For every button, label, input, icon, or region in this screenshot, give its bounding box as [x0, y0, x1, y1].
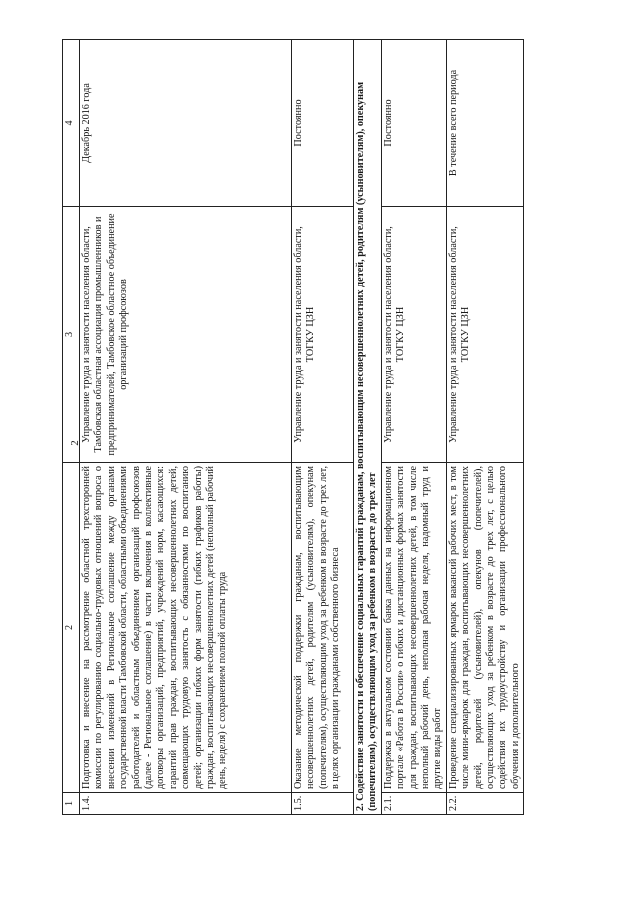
table-row [446, 40, 523, 815]
row-term: Постоянно [381, 40, 446, 207]
header-cell: 4 [63, 40, 80, 207]
row-number: 2.2. [446, 793, 523, 815]
page-number: 2 [69, 440, 81, 446]
row-measure: Оказание методической поддержки гражданам, воспитывающим несовершеннолетних детей, родителям (усыновителям), опекунам (попечителям), осуществляющим уход за ребенком в возрасте до трех лет, в целях организации гражданами собственного бизнеса [292, 463, 354, 793]
section-heading-row [354, 40, 382, 815]
row-measure: Подготовка и внесение на рассмотрение областной трехсторонней комиссии по регулированию социально-трудовых отношений вопроса о внесении изменений в Региональное соглашение между органами государственной власти Тамбовской области, областными объединениями работодателей и областным объединением организаций профсоюзов (далее - Региональное соглашение) в части включения в коллективные договоры организаций, предприятий, учреждений норм, касающихся: гарантий прав граждан, воспитывающих несовершеннолетних детей, совмещающих трудовую занятость с обязанностями по воспитанию детей; организации гибких форм занятости (гибких графиков работы) граждан, воспитывающих несовершеннолетних детей (неполный рабочий день, неделя) с сохранением полной оплаты труда [80, 463, 292, 793]
row-measure: Поддержка в актуальном состоянии банка данных на информационном портале «Работа в России» о гибких и дистанционных формах занятости для граждан, воспитывающих несовершеннолетних детей, в том числе неполный рабочий день, неполная рабочая неделя, надомный труд и другие виды работ [381, 463, 446, 793]
row-term: Постоянно [292, 40, 354, 207]
table-row [381, 40, 446, 815]
row-responsible: Управление труда и занятости населения области, Тамбовская областная ассоциация промышленников и предпринимателей, Тамбовское областное объединение организаций профсоюзов [80, 207, 292, 463]
table-row [80, 40, 292, 815]
row-number: 1.4. [80, 793, 292, 815]
row-responsible: Управление труда и занятости населения области, ТОГКУ ЦЗН [446, 207, 523, 463]
row-responsible: Управление труда и занятости населения области, ТОГКУ ЦЗН [292, 207, 354, 463]
table-header-row [63, 40, 80, 815]
table-row [292, 40, 354, 815]
row-number: 2.1. [381, 793, 446, 815]
document-sheet [62, 40, 567, 815]
row-term: Декабрь 2016 года [80, 40, 292, 207]
section-heading: 2. Содействие занятости и обеспечение социальных гарантий гражданам, воспитывающим несовершеннолетних детей, родителям (усыновителям), опекунам (попечителям), осуществляющим уход за ребенком в возрасте до трех лет [354, 40, 382, 815]
row-number: 1.5. [292, 793, 354, 815]
row-responsible: Управление труда и занятости населения области, ТОГКУ ЦЗН [381, 207, 446, 463]
row-term: В течение всего периода [446, 40, 523, 207]
header-cell: 3 [63, 207, 80, 463]
row-measure: Проведение специализированных ярмарок вакансий рабочих мест, в том числе мини-ярмарок для граждан, воспитывающих несовершеннолетних детей, родителей (усыновителей), опекунов (попечителей), осуществляющих уход за ребенком в возрасте до трех лет, с целью содействия их трудоустройству и организации профессионального обучения и дополнительного [446, 463, 523, 793]
header-cell: 2 [63, 463, 80, 793]
header-cell: 1 [63, 793, 80, 815]
plan-table [62, 39, 524, 815]
